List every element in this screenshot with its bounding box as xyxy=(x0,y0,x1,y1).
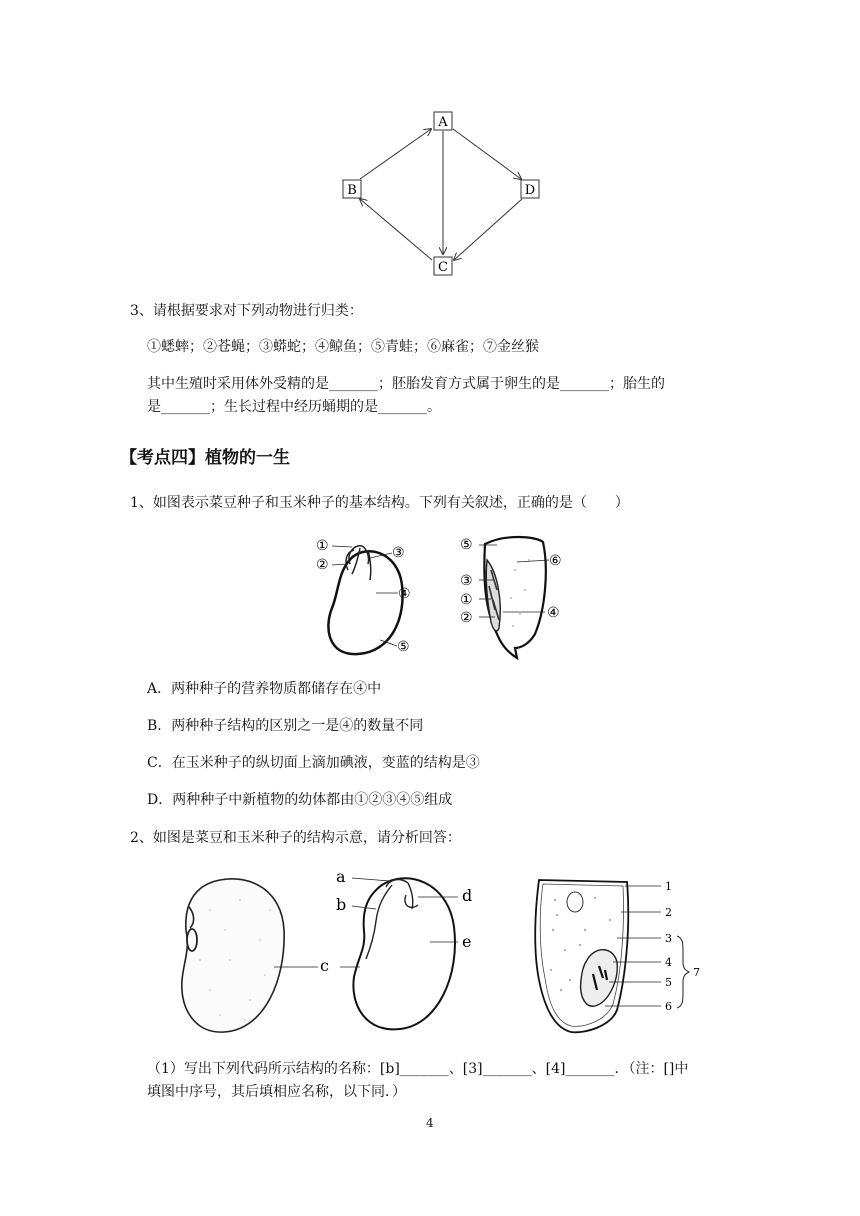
corn-label-4: ④ xyxy=(547,605,560,621)
corn-kernel-label-5: 5 xyxy=(665,976,672,989)
q1-prompt: 1、如图表示菜豆种子和玉米种子的基本结构。下列有关叙述，正确的是（ ） xyxy=(130,495,629,511)
page-number: 4 xyxy=(426,1116,434,1130)
corn-kernel-label-7: 7 xyxy=(693,966,700,979)
arrow-b-to-a xyxy=(360,129,431,179)
arrow-a-to-d xyxy=(453,129,521,179)
svg-text:D: D xyxy=(524,183,536,198)
corn-kernel-label-6: 6 xyxy=(665,1000,672,1013)
q2-prompt: 2、如图是菜豆和玉米种子的结构示意，请分析回答： xyxy=(130,830,461,846)
bean-label-4: ④ xyxy=(398,586,411,602)
corn-label-1: ① xyxy=(460,592,473,608)
corn-label-2: ② xyxy=(460,610,473,626)
opened-bean-figure xyxy=(330,865,500,1045)
corn-label-5: ⑤ xyxy=(460,537,473,553)
section-title: 【考点四】植物的一生 xyxy=(120,448,290,468)
opened-bean-label-e: e xyxy=(462,932,472,951)
whole-bean-label-c: c xyxy=(320,956,329,975)
opened-bean-label-a: a xyxy=(336,867,346,886)
opened-bean-label-b: b xyxy=(336,895,347,914)
node-c xyxy=(434,257,452,275)
corn-kernel-label-4: 4 xyxy=(665,956,672,969)
bean-seed-outline xyxy=(328,551,402,654)
node-d xyxy=(521,180,539,198)
bean-label-3: ③ xyxy=(392,545,405,561)
corn-kernel-label-3: 3 xyxy=(665,932,672,945)
q3-animal-list: ①蟋蟀；②苍蝇；③蟒蛇；④鲸鱼；⑤青蛙；⑥麻雀；⑦金丝猴 xyxy=(147,339,539,355)
q3-question-line-1: 其中生殖时采用体外受精的是_______；胚胎发育方式属于卵生的是_______；胎生的 xyxy=(147,376,665,392)
q1-option-a: A．两种种子的营养物质都储存在④中 xyxy=(147,681,382,697)
corn-label-6: ⑥ xyxy=(549,553,562,569)
corn-kernel-label-2: 2 xyxy=(665,906,672,919)
q3-question-line-2: 是_______；生长过程中经历蛹期的是_______。 xyxy=(147,399,441,415)
bean-label-1: ① xyxy=(316,538,329,554)
q1-option-d: D．两种种子中新植物的幼体都由①②③④⑤组成 xyxy=(147,792,453,808)
q2-sub1-line-2: 填图中序号，其后填相应名称，以下同．） xyxy=(147,1084,406,1100)
bean-embryo xyxy=(346,546,371,580)
q1-option-b: B．两种种子结构的区别之一是④的数量不同 xyxy=(147,718,424,734)
bean-seed-figure xyxy=(310,530,430,665)
whole-bean-outline xyxy=(182,879,284,1032)
corn-label-3: ③ xyxy=(460,573,473,589)
q2-sub1-line-1: （1）写出下列代码所示结构的名称：[b]_______、[3]_______、[4]_______．（注：[]中 xyxy=(147,1061,689,1077)
svg-text:B: B xyxy=(347,183,357,198)
node-a xyxy=(434,112,452,130)
node-b xyxy=(343,180,361,198)
svg-text:A: A xyxy=(438,115,448,130)
arrow-c-to-b xyxy=(360,199,432,260)
svg-text:C: C xyxy=(438,260,448,275)
opened-bean-label-d: d xyxy=(462,886,473,905)
arrow-d-to-c xyxy=(454,199,522,260)
corn-seed-figure xyxy=(455,530,580,660)
q3-prompt: 3、请根据要求对下列动物进行归类： xyxy=(130,303,363,319)
corn-kernel-figure xyxy=(525,870,715,1040)
bean-label-5: ⑤ xyxy=(397,639,410,655)
bean-label-2: ② xyxy=(316,557,329,573)
q1-option-c: C．在玉米种子的纵切面上滴加碘液，变蓝的结构是③ xyxy=(147,755,480,771)
abcd-cycle-diagram xyxy=(330,105,560,280)
corn-kernel-label-1: 1 xyxy=(665,880,672,893)
whole-bean-figure xyxy=(170,870,340,1040)
